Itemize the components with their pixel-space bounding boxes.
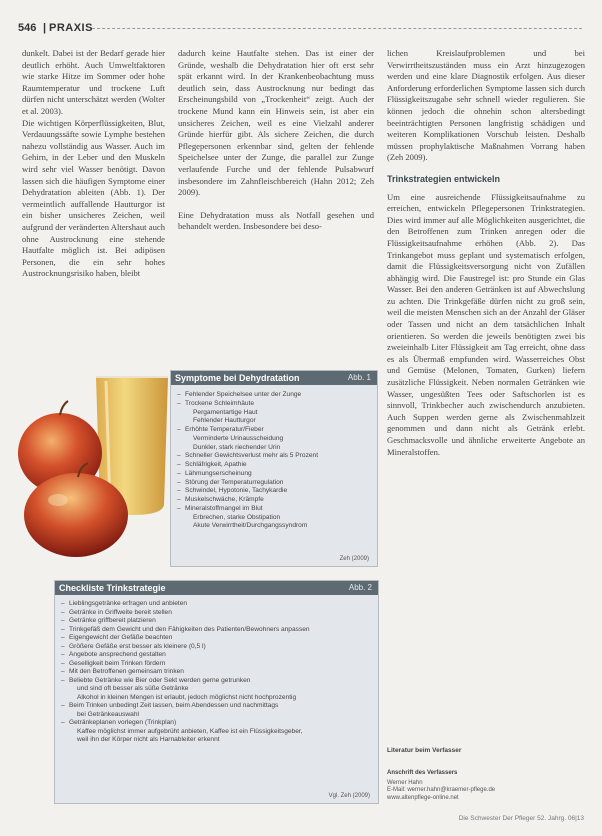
list-dash: –: [61, 642, 65, 650]
list-dash: –: [61, 719, 65, 726]
list-dash: –: [61, 668, 65, 675]
list-text: weil ihn der Körper nicht als Harnableiter erkennt: [77, 736, 220, 743]
literature-note: Literatur beim Verfasser: [387, 747, 462, 754]
trink-heading: Trinkstrategien entwickeln: [387, 173, 501, 184]
list-dash: –: [177, 504, 181, 512]
page-footer: Die Schwester Der Pfleger 52. Jahrg. 06|13: [458, 815, 584, 822]
list-text: Beim Trinken unbedingt Zeit lassen, beim Abendessen und nachmittags: [69, 702, 279, 709]
list-dash: –: [177, 496, 181, 503]
page-number: 546: [18, 22, 37, 34]
symptoms-title-text: Symptome bei Dehydratation: [175, 373, 300, 383]
list-dash: –: [61, 676, 65, 684]
checklist-item: [61, 694, 373, 703]
address-line: Werner Hahn: [387, 779, 423, 786]
address-line: www.altenpflege-online.net: [387, 794, 459, 801]
section-title: PRAXIS: [49, 22, 93, 34]
symptom-item: [177, 391, 377, 400]
list-text: Erhöhte Temperatur/Fieber: [185, 426, 264, 433]
symptom-item: [177, 522, 377, 531]
list-text: Muskelschwäche, Krämpfe: [185, 496, 264, 503]
list-text: Akute Verwirrtheit/Durchgangssyndrom: [193, 522, 308, 530]
list-text: Alkohol in kleinen Mengen ist erlaubt, jedoch möglichst nicht hochprozentig: [77, 693, 297, 701]
symptom-item: [177, 452, 377, 461]
apple-juice-photo: [18, 355, 188, 560]
checklist-source: Vgl. Zeh (2009): [328, 793, 370, 799]
list-text: Getränkeplanen vorlegen (Trinkplan): [69, 719, 177, 726]
list-dash: –: [177, 426, 181, 433]
list-dash: –: [61, 608, 65, 616]
checklist-item: [61, 660, 373, 669]
column-1: [22, 48, 165, 280]
symptom-item: [177, 444, 377, 453]
column-3: [387, 48, 585, 458]
symptoms-source: Zeh (2009): [339, 556, 369, 562]
col1-paragraph-2: Die wichtigen Körperflüssigkeiten, Blut, Verdauungssäfte sowie Lymphe bestehen nahezu vollständig aus Wasser. Auch im Gehirn, in der Leber und den Muskeln wird sehr viel Wasser benötigt. Davon lassen sich die häufigen Symptome einer Dehydratation ableiten (Abb. 1). Der vermeintlich auffallende Hautturgor ist ein bisher unsicheres Zeichen, weil aufgrund der veränderten Altershaut auch ohne Austrocknung eine stehende Hautfalte möglich ist. Bei adipösen Personen, die ein sehr hohes Austrocknungsrisiko haben, bleibt: [22, 117, 165, 279]
list-dash: –: [61, 600, 65, 607]
checklist-item: [61, 626, 373, 635]
symptom-item: [177, 417, 377, 426]
checklist-item: [61, 651, 373, 660]
list-text: Lähmungserscheinung: [185, 469, 252, 477]
list-text: Trinkgefäß dem Gewicht und den Fähigkeiten des Patienten/Bewohners anpassen: [69, 625, 310, 633]
col3-paragraph-2: Um eine ausreichende Flüssigkeitsaufnahme zu erreichen, entwickeln Pflegepersonen Trinkstrategien. Dies wird immer auf alle Möglichkeiten ausgerichtet, die den Betroffenen zum Trinken anregen oder die Flüssigkeitsaufnahme erhöhen (Abb. 2). Das Trinkangebot muss geplant und systematisch erfolgen, damit die Flüssigkeitsversorgung nicht von Zufällen abhängig wird. Die Faustregel ist: pro Stunde ein Glas Wasser. Bei den anderen Getränken ist auf Abwechslung zu achten. Die Trinkgefäße dürfen nicht zu groß sein, weil die meisten Menschen sich an der Anzahl der Gläser oder Tassen und nicht an dem tatsächlichen Inhalt orientieren. So werden die jeweils benötigten zwei bis zweieinhalb Liter Flüssigkeit am Tag erreicht, ohne dass es als Übermaß empfunden wird. Wasserreiches Obst und Gemüse (Melonen, Tomaten, Gurken) liefern zusätzliche Flüssigkeit. Neben normalen Getränken wie Wasser, ungesüßten Tees oder Saftschorlen ist es sinnvoll, Trinkbecher auch zwischendurch anzubieten. Auch Suppen werden gerne als Zwischenmahlzeit genommen und dann nicht als Getränk erlebt. Geschmacksvolle und ähnliche erweiterte Angebote an Mineralstoffen.: [387, 191, 585, 457]
col2-paragraph-1: dadurch keine Hautfalte stehen. Das ist einer der Gründe, weshalb die Dehydratation hier oft erst sehr spät erkannt wird. In der Krankenbeobachtung muss deutlich sein, dass Austrocknung nur bedingt das Erscheinungsbild von „Trockenheit“ zeigt. Auch der trockene Mund kann ein Hinweis sein, ist aber ein unsicheres Zeichen, weil es eine Vielzahl anderer Gründe hierfür gibt. Als sichere Zeichen, die durch Pflegepersonen erkennbar sind, gelten der fehlende Speichelsee unter der Zunge, die parallel zur Zunge verlaufende Furche und der fehlende Pulsabwurf insbesondere im Zahnfleischbereich (Hahn 2012; Zeh 2009).: [178, 48, 374, 198]
symptom-item: [177, 505, 377, 514]
list-text: Kaffee möglichst immer aufgebrüht anbieten, Kaffee ist ein Flüssigkeitsgeber,: [77, 727, 303, 735]
list-dash: –: [61, 702, 65, 709]
list-text: Schwindel, Hypotonie, Tachykardie: [185, 487, 288, 495]
list-text: Trockene Schleimhäute: [185, 399, 255, 407]
list-text: Lieblingsgetränke erfragen und anbieten: [69, 600, 188, 607]
symptom-item: [177, 479, 377, 488]
checklist-list: [61, 600, 373, 745]
list-text: Eigengewicht der Gefäße beachten: [69, 634, 173, 641]
col3-paragraph-1: lichen Kreislaufproblemen und bei Verwirrtheitszuständen muss ein Arzt hinzugezogen werden und eine klare Diagnostik erfolgen. Aus dieser Anforderung erforderlichen Symptome lassen sich durch Flüssigkeitszugabe sehr schnell wieder regulieren. Sie können jedoch die ohnehin schon altersbedingt beeinträchtigten Personen langfristig schädigen und weiteren Komplikationen Vorschub leisten. Deshalb müssen prophylaktische Maßnahmen Vorrang haben (Zeh 2009).: [387, 48, 585, 163]
symptom-item: [177, 487, 377, 496]
checklist-item: [61, 634, 373, 643]
symptom-item: [177, 409, 377, 418]
checklist-item: [61, 600, 373, 609]
list-dash: –: [177, 461, 181, 468]
checklist-item: [61, 685, 373, 694]
address-heading: Anschrift des Verfassers: [387, 770, 458, 776]
list-text: Fehlender Hautturgor: [193, 417, 256, 425]
checklist-box: [54, 580, 379, 804]
symptom-item: [177, 435, 377, 444]
list-dash: –: [177, 487, 181, 495]
list-text: Angebote ansprechend gestalten: [69, 651, 166, 658]
list-text: Größere Gefäße erst besser als kleinere (0,5 l): [69, 642, 206, 650]
list-text: Dunkler, stark riechender Urin: [193, 443, 281, 451]
list-text: Störung der Temperaturregulation: [185, 478, 284, 486]
checklist-item: [61, 668, 373, 677]
list-text: Pergamentartige Haut: [193, 408, 258, 416]
col2-paragraph-2: Eine Dehydratation muss als Notfall gesehen und behandelt werden. Insbesondere bei deso-: [178, 209, 374, 232]
list-text: Mineralstoffmangel im Blut: [185, 504, 263, 512]
list-text: Beliebte Getränke wie Bier oder Sekt werden gerne getrunken: [69, 676, 251, 684]
checklist-item: [61, 711, 373, 720]
author-address: [387, 770, 585, 802]
checklist-item: [61, 719, 373, 728]
checklist-item: [61, 677, 373, 686]
symptom-item: [177, 496, 377, 505]
checklist-item: [61, 643, 373, 652]
list-text: Erbrechen, starke Obstipation: [193, 513, 281, 521]
symptoms-list: [177, 391, 377, 531]
list-dash: –: [177, 478, 181, 486]
checklist-box-title: [55, 581, 378, 595]
list-dash: –: [177, 391, 181, 398]
list-text: Schneller Gewichtsverlust mehr als 5 Prozent: [185, 452, 319, 460]
header-rule: [92, 28, 582, 29]
list-dash: –: [177, 399, 181, 407]
list-text: Geselligkeit beim Trinken fördern: [69, 659, 166, 667]
list-text: Verminderte Urinausscheidung: [193, 434, 284, 442]
symptom-item: [177, 514, 377, 523]
page-header: [18, 22, 588, 38]
symptoms-figure-tag: Abb. 1: [347, 373, 371, 382]
symptom-item: [177, 470, 377, 479]
checklist-title-text: Checkliste Trinkstrategie: [59, 583, 166, 593]
checklist-item: [61, 702, 373, 711]
checklist-item: [61, 728, 373, 737]
list-dash: –: [61, 617, 65, 624]
checklist-figure-tag: Abb. 2: [348, 583, 372, 592]
col1-paragraph-1: dunkelt. Dabei ist der Bedarf gerade hier deutlich erhöht. Auch Umweltfaktoren wie starke Hitze im Sommer oder hohe Raumtemperatur und trockene Luft dürfen nicht unterschätzt werden (Wolter et al. 2003).: [22, 48, 165, 116]
address-line: E-Mail: werner.hahn@kraemer-pflege.de: [387, 787, 496, 794]
list-dash: –: [177, 469, 181, 477]
symptom-item: [177, 426, 377, 435]
column-2: [178, 48, 374, 233]
list-text: Schläfrigkeit, Apathie: [185, 461, 247, 468]
header-separator: |: [43, 22, 47, 34]
list-text: bei Getränkeauswahl: [77, 710, 139, 718]
list-dash: –: [177, 452, 181, 460]
list-dash: –: [61, 634, 65, 641]
checklist-item: [61, 736, 373, 745]
list-text: Mit den Betroffenen gemeinsam trinken: [69, 668, 184, 675]
list-dash: –: [61, 625, 65, 633]
checklist-item: [61, 617, 373, 626]
list-text: Getränke griffbereit platzieren: [69, 617, 156, 624]
symptom-item: [177, 400, 377, 409]
list-text: Getränke in Griffweite bereit stellen: [69, 608, 172, 616]
list-text: Fehlender Speichelsee unter der Zunge: [185, 391, 302, 398]
checklist-item: [61, 609, 373, 618]
list-dash: –: [61, 659, 65, 667]
symptoms-box-title: [171, 371, 377, 385]
list-text: und sind oft besser als süße Getränke: [77, 685, 189, 692]
symptom-item: [177, 461, 377, 470]
list-dash: –: [61, 651, 65, 658]
symptoms-box: [170, 370, 378, 567]
